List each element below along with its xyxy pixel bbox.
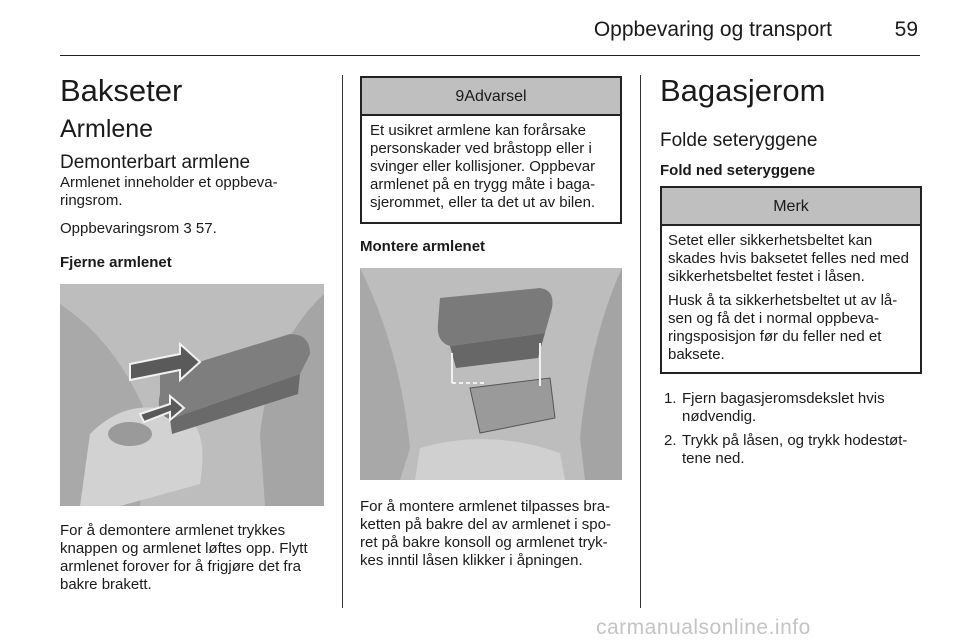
- armrest-mount-illustration: [360, 268, 622, 480]
- warning-box: [360, 76, 622, 224]
- warning-title: Advarsel: [464, 88, 527, 105]
- warning-text: Et usikret armlene kan forårsake personskader ved bråstopp eller i svinger eller kollisjoner. Oppbevar armlenet på en trygg måte i baga-sjerommet, eller ta det ut av bilen.: [370, 122, 596, 211]
- note-body: [662, 226, 920, 372]
- page-ref-arrow-icon: 3: [183, 220, 192, 237]
- note-paragraph: Setet eller sikkerhetsbeltet kan skades hvis baksetet felles ned med sikkerhetsbeltet festet i låsen.: [668, 232, 909, 285]
- list-item: [660, 432, 920, 468]
- heading-demonterbart: Demonterbart armlene: [60, 152, 251, 173]
- storage-reference: [60, 220, 326, 238]
- remove-instructions: For å demontere armlenet trykkes knappen og armlenet løftes opp. Flytt armlenet forover for å frigjøre det fra bakre brakett.: [60, 522, 308, 593]
- column-divider: [342, 75, 343, 608]
- note-header: Merk: [662, 188, 920, 226]
- storage-ref-label: Oppbevaringsrom: [60, 220, 180, 237]
- step-text: Trykk på låsen, og trykk hodestøt-tene ned.: [682, 432, 908, 467]
- heading-bakseter: Bakseter: [60, 73, 183, 108]
- note-box: [660, 186, 922, 374]
- steps-list: [660, 390, 920, 468]
- column-middle: [360, 70, 622, 570]
- watermark: carmanualsonline.info: [596, 616, 811, 639]
- step-number: 2.: [664, 432, 677, 449]
- note-paragraph: Husk å ta sikkerhetsbeltet ut av lå-sen og få det i normal oppbeva-ringsposisjon før du feller ned et baksete.: [668, 292, 898, 363]
- storage-ref-page: 57.: [195, 220, 217, 237]
- heading-fold-ned: Fold ned seteryggene: [660, 162, 816, 179]
- heading-folde: Folde seteryggene: [660, 130, 818, 151]
- mount-instructions: For å montere armlenet tilpasses bra-ketten på bakre del av armlenet i spo-ret på bakre konsoll og armlenet tryk-kes inntil låsen klikker i åpningen.: [360, 498, 611, 569]
- step-number: 1.: [664, 390, 677, 407]
- heading-montere: Montere armlenet: [360, 238, 486, 255]
- column-right: [660, 70, 920, 474]
- header-divider: [60, 55, 920, 56]
- column-left: [60, 70, 326, 594]
- warning-triangle-icon: 9: [455, 88, 465, 105]
- page-number: 59: [894, 18, 918, 41]
- column-divider: [640, 75, 641, 608]
- heading-fjerne: Fjerne armlenet: [60, 254, 172, 271]
- warning-header: [362, 78, 620, 116]
- step-text: Fjern bagasjeromsdekslet hvis nødvendig.: [682, 390, 885, 425]
- intro-text: Armlenet inneholder et oppbeva-ringsrom.: [60, 174, 278, 209]
- list-item: [660, 390, 920, 426]
- heading-bagasjerom: Bagasjerom: [660, 73, 826, 108]
- heading-armlene: Armlene: [60, 115, 154, 143]
- page-header: [0, 0, 960, 62]
- section-title: Oppbevaring og transport: [593, 18, 832, 41]
- armrest-remove-illustration: [60, 284, 324, 506]
